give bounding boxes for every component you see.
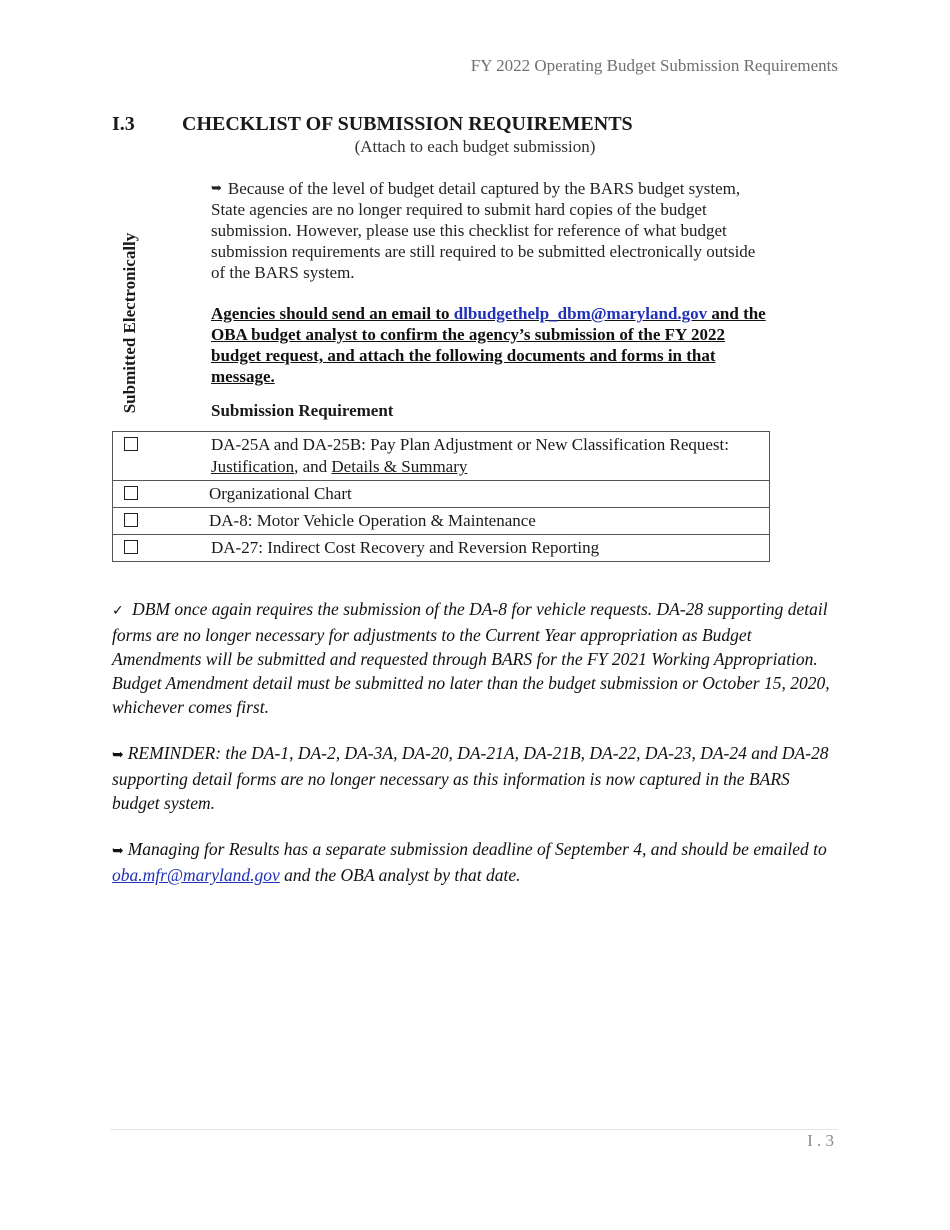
checklist-table <box>112 431 770 562</box>
submission-requirement-heading: Submission Requirement <box>211 401 394 420</box>
checkbox-org-chart[interactable] <box>124 486 138 500</box>
oba-mfr-email-link[interactable]: oba.mfr@maryland.gov <box>112 865 280 885</box>
note-mfr-tail: and the OBA analyst by that date. <box>279 865 521 885</box>
details-summary-link[interactable]: Details & Summary <box>331 457 468 476</box>
running-header: FY 2022 Operating Budget Submission Requirements <box>470 56 838 75</box>
note-reminder-text: REMINDER: the DA-1, DA-2, DA-3A, DA-20, DA-21A, DA-21B, DA-22, DA-23, DA-24 and DA-28 supporting detail forms are no longer necessary as this information is now captured in the BARS budget system. <box>112 743 829 813</box>
submitted-electronically-label: Submitted Electronically <box>120 232 139 414</box>
da25-links <box>211 456 763 478</box>
checkbox-cell <box>113 432 204 481</box>
intro-paragraph <box>211 178 767 283</box>
requirement-cell: DA-27: Indirect Cost Recovery and Reversion Reporting <box>203 535 770 562</box>
checkbox-da27[interactable] <box>124 540 138 554</box>
arrow-bullet-icon: ➥ <box>112 747 124 763</box>
checklist-row <box>113 432 770 481</box>
arrow-bullet-icon: ➥ <box>211 181 222 196</box>
checkbox-da25[interactable] <box>124 437 138 451</box>
checkbox-cell <box>113 508 204 535</box>
note-mfr <box>112 837 832 887</box>
checklist-row <box>113 508 770 535</box>
checklist-row <box>113 535 770 562</box>
da25-joiner: , and <box>294 457 332 476</box>
dlbudgethelp-email-link[interactable]: dlbudgethelp_dbm@maryland.gov <box>453 304 708 323</box>
note-mfr-lead: Managing for Results has a separate submission deadline of September 4, and should be emailed to <box>127 839 827 859</box>
requirement-cell: DA-8: Motor Vehicle Operation & Maintenance <box>203 508 770 535</box>
section-title: CHECKLIST OF SUBMISSION REQUIREMENTS <box>182 113 633 135</box>
requirement-cell <box>203 432 770 481</box>
section-number: I.3 <box>112 113 135 135</box>
arrow-bullet-icon: ➥ <box>112 843 124 859</box>
justification-link[interactable]: Justification <box>211 457 295 476</box>
section-subtitle: (Attach to each budget submission) <box>354 137 596 156</box>
checkbox-cell <box>113 535 204 562</box>
intro-text: Because of the level of budget detail captured by the BARS budget system, State agencies are no longer required to submit hard copies of the budget submission. However, please use this checklist for reference of what budget submission requirements are still required to be submitted electronically outside of the BARS system. <box>211 179 756 282</box>
email-instruction-lead: Agencies should send an email to <box>211 304 454 323</box>
checkbox-cell <box>113 481 204 508</box>
checklist-row <box>113 481 770 508</box>
note-reminder <box>112 741 832 815</box>
note-da8-text: DBM once again requires the submission of the DA-8 for vehicle requests. DA-28 supporting detail forms are no longer necessary for adjustments to the Current Year appropriation as Budget Amendments will be submitted and requested through BARS for the FY 2021 Working Appropriation. Budget Amendment detail must be submitted no later than the budget submission or October 15, 2020, whichever comes first. <box>112 599 830 717</box>
footer-divider <box>110 1129 838 1130</box>
email-instruction-rest: and the OBA budget analyst to confirm the agency’s submission of the FY 2022 budget request, and attach the following documents and forms in that message. <box>211 304 766 386</box>
da25-title: DA-25A and DA-25B: Pay Plan Adjustment or New Classification Request: <box>211 435 729 454</box>
note-da8 <box>112 597 832 719</box>
check-icon: ✓ <box>112 603 124 619</box>
email-instruction <box>211 303 767 387</box>
requirement-cell: Organizational Chart <box>203 481 770 508</box>
checkbox-da8[interactable] <box>124 513 138 527</box>
page-number: I . 3 <box>807 1131 834 1150</box>
